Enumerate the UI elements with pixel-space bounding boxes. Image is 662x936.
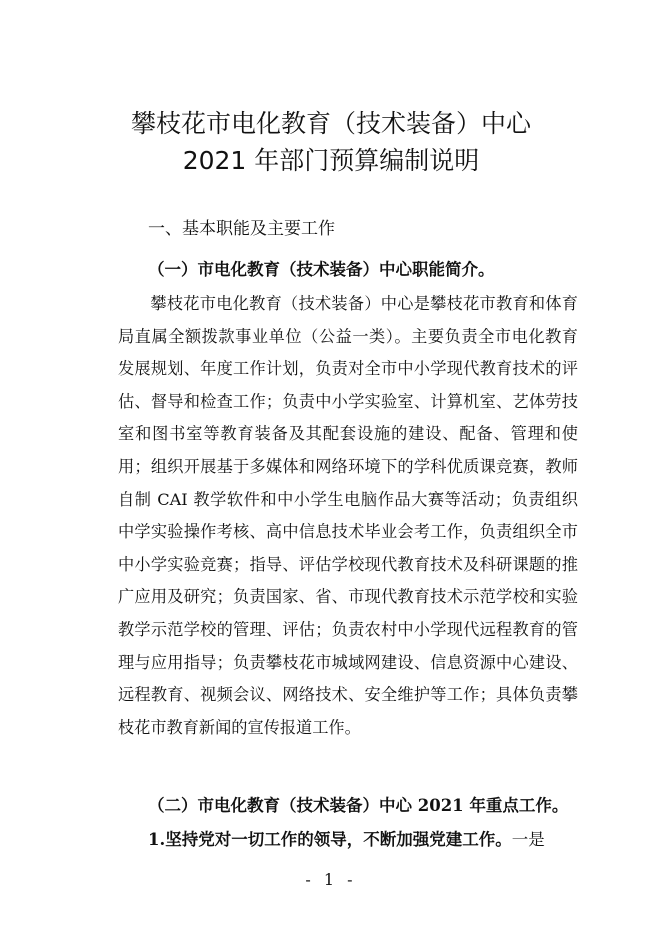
function-intro-paragraph: 攀枝花市电化教育（技术装备）中心是攀枝花市教育和体育局直属全额拨款事业单位（公益一类）。主要负责全市电化教育发展规划、年度工作计划，负责对全市中小学现代教育技术的评估、督导和检查工作；负责中小学实验室、计算机室、艺体劳技室和图书室等教育装备及其配套设施的建设、配备、管理和使用；组织开展基于多媒体和网络环境下的学科优质课竞赛，教师自制 CAI 教学软件和中小学生电脑作品大赛等活动；负责组织中学实验操作考核、高中信息技术毕业会考工作，负责组织全市中小学实验竞赛；指导、评估学校现代教育技术及科研课题的推广应用及研究；负责国家、省、市现代教育技术示范学校和实验教学示范学校的管理、评估；负责农村中小学现代远程教育的管理与应用指导；负责攀枝花市城域网建设、信息资源中心建设、远程教育、视频会议、网络技术、安全维护等工作；具体负责攀枝花市教育新闻的宣传报道工作。 bbox=[118, 294, 578, 737]
key-work-item-1-text: 一是 bbox=[511, 830, 545, 849]
subsection-heading-function-intro: （一）市电化教育（技术装备）中心职能简介。 bbox=[148, 260, 495, 279]
key-work-item-1 bbox=[148, 827, 545, 853]
document-title-line2: 2021 年部门预算编制说明 bbox=[182, 146, 480, 175]
subsection-heading-key-work-2021: （二）市电化教育（技术装备）中心 2021 年重点工作。 bbox=[148, 796, 569, 815]
key-work-item-1-title: 1.坚持党对一切工作的领导，不断加强党建工作。 bbox=[148, 830, 512, 849]
section-heading-basic-functions: 一、基本职能及主要工作 bbox=[148, 219, 335, 239]
document-title-line1: 攀枝花市电化教育（技术装备）中心 bbox=[130, 109, 531, 138]
page-number: - 1 - bbox=[305, 870, 357, 889]
